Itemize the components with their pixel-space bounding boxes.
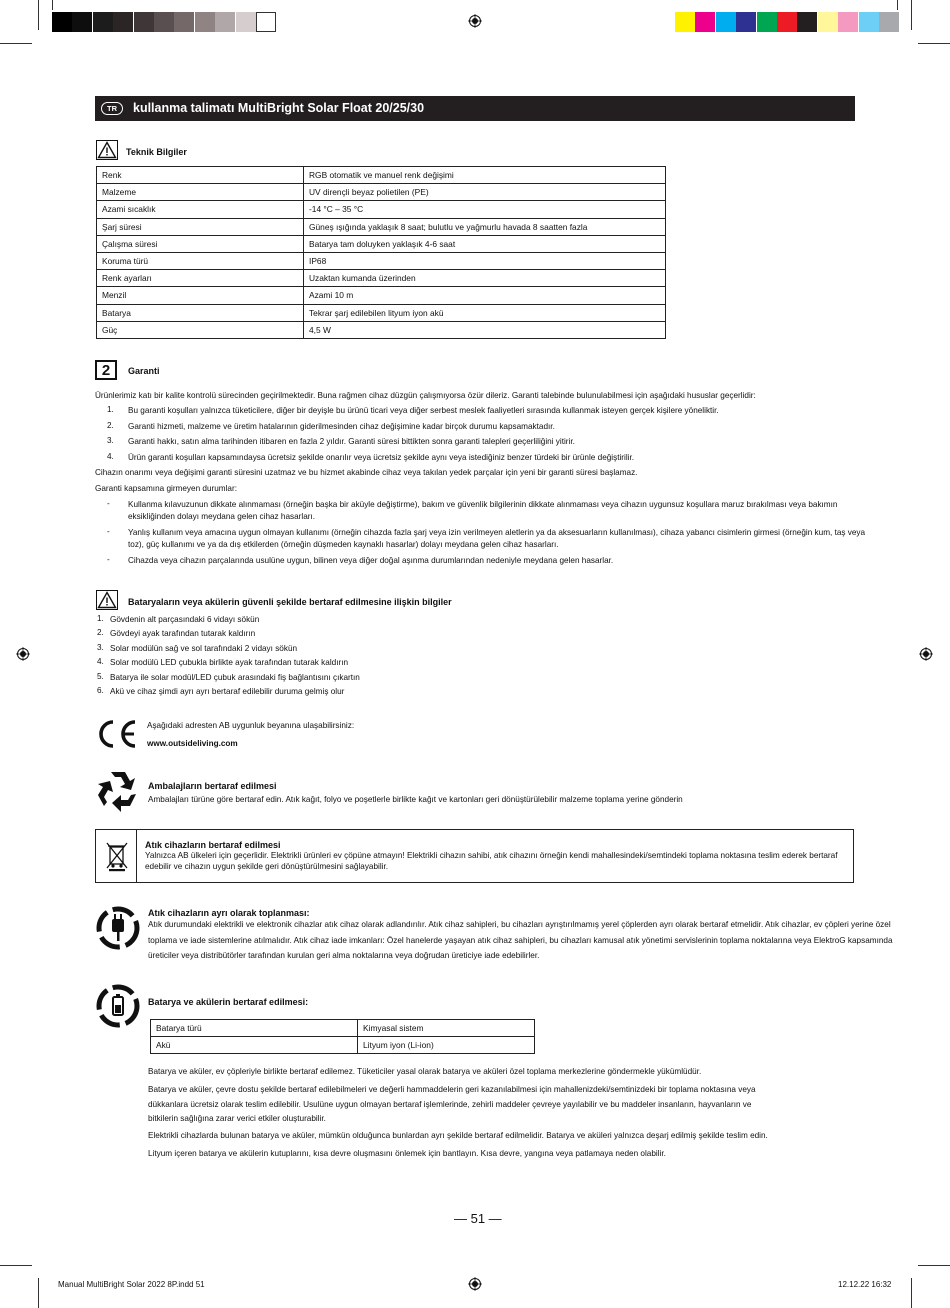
spec-label: Menzil: [97, 287, 304, 304]
recycle-icon: [95, 768, 141, 814]
page-title: kullanma talimatı MultiBright Solar Float 20/25/30: [133, 101, 425, 115]
spec-value: RGB otomatik ve manuel renk değişimi: [304, 167, 666, 184]
spec-label: Renk ayarları: [97, 270, 304, 287]
list-item: Garanti hakkı, satın alma tarihinden itibaren en fazla 2 yıldır. Garanti süresi bittikten sonra garanti talepleri geçerliliğini yitirir.: [128, 437, 575, 446]
color-swatch: [736, 12, 756, 32]
color-swatch: [695, 12, 715, 32]
ce-url-link[interactable]: www.outsideliving.com: [147, 739, 238, 748]
table-row: [97, 270, 666, 287]
list-item: eksikliğinden dolayı meydana gelen cihaz hasarları.: [128, 511, 316, 521]
list-number: 3.: [107, 436, 114, 445]
list-item: Bu garanti koşulları yalnızca tüketicilere, diğer bir deyişle bu ürünü ticari veya diğer serbest meslek faaliyetleri sırasında kullanmak isteyen gerçek kişilere yöneliktir.: [128, 406, 719, 415]
step-item: Solar modülün sağ ve sol tarafındaki 2 vidayı sökün: [110, 643, 298, 653]
section-number-badge: 2: [95, 360, 117, 380]
spec-label: Renk: [97, 167, 304, 184]
spec-label: Şarj süresi: [97, 218, 304, 235]
grey-swatch: [154, 12, 174, 32]
grey-swatch: [134, 12, 154, 32]
grey-swatch: [195, 12, 215, 32]
crossed-bin-icon: [105, 840, 129, 872]
recycle-battery-icon: [95, 983, 141, 1029]
battery-table-label: Akü: [151, 1037, 358, 1054]
grey-swatch: [113, 12, 133, 32]
text-line: üreticiler veya distribütörler tarafından kurulan geri alma noktalarına veya doğrudan üreticiye iade edebilirler.: [148, 951, 540, 960]
list-dash: -: [107, 527, 110, 536]
table-row: [97, 252, 666, 269]
spec-label: Malzeme: [97, 184, 304, 201]
step-item: Gövdenin alt parçasındaki 6 vidayı sökün: [110, 615, 260, 624]
list-number: 2.: [107, 420, 114, 430]
battery-paragraph-1: Batarya ve aküler, ev çöpleriyle birlikte bertaraf edilemez. Tüketiciler yasal olarak batarya ve aküleri özel toplama merkezlerine göndermekle yükümlüdür.: [148, 1067, 702, 1076]
spec-value: IP68: [304, 252, 666, 269]
battery-table-label: Batarya türü: [151, 1020, 358, 1037]
list-item: Ürün garanti koşulları kapsamındaysa ücretsiz şekilde onarılır veya ücretsiz şekilde aynı veya istediğiniz benzer türdeki bir ürünle değiştirilir.: [128, 452, 635, 462]
weee-note-box: [95, 829, 854, 883]
spec-label: Azami sıcaklık: [97, 201, 304, 218]
text-line: dükkanlara ücretsiz olarak teslim edilebilir. Usulüne uygun olmayan bertaraf işlemlerinde, zehirli maddeler çevreye yayılabilir ve bu maddeler insanların, hayvanların ve: [148, 1099, 752, 1109]
table-row: [97, 235, 666, 252]
battery-paragraph-4: Lityum içeren batarya ve akülerin kutuplarını, kısa devre oluşmasını önlemek için bantlayın. Kısa devre, yangına veya patlamaya neden olabilir.: [148, 1149, 666, 1158]
registration-mark-icon: [919, 647, 933, 661]
color-swatch: [675, 12, 695, 32]
step-number: 3.: [97, 642, 104, 652]
battery-disposal-title: Batarya ve akülerin bertaraf edilmesi:: [148, 997, 309, 1007]
color-swatch: [797, 12, 817, 32]
battery-table-value: Kimyasal sistem: [358, 1020, 535, 1037]
table-row: [151, 1020, 535, 1037]
technical-title: Teknik Bilgiler: [126, 147, 187, 157]
registration-mark-icon: [16, 647, 30, 661]
spec-label: Koruma türü: [97, 252, 304, 269]
spec-label: Batarya: [97, 304, 304, 321]
list-item: toz), güç kullanımı ve ya da dış etkilerden (örneğin düşmeden kaynaklı hasarlar) dolayı meydana gelen cihaz hasarları.: [128, 539, 559, 549]
text-line: Atık durumundaki elektrikli ve elektronik cihazlar atık cihaz olarak adlandırılır. Atık cihaz sahipleri, bu cihazları ayrıştırılmamış yerel çöplerden ayrı olarak bertaraf etmelidir. Atık cihazlar, ev çöpleri yerine özel: [148, 920, 891, 929]
list-item: Yanlış kullanım veya amacına uygun olmayan kullanımı (örneğin cihazda fazla şarj veya izin verilmeyen aletlerin ya da aksesuarların kullanılması), cihaza yabancı cisimlerin girmesi (örneğin kum, taş veya: [128, 528, 866, 537]
text-line: Yalnızca AB ülkeleri için geçerlidir. Elektrikli ürünleri ev çöpüne atmayın! Elektrikli cihazın sahibi, atık cihazını örneğin kendi mahallesindeki/semtindeki toplama noktasına teslim ederek bertaraf: [145, 851, 838, 860]
color-swatch: [838, 12, 858, 32]
warning-icon: [96, 140, 118, 160]
note-divider: [136, 830, 137, 882]
text-line: edebilir ve cihazın uygun şekilde geri dönüştürülmesini sağlayabilir.: [145, 861, 389, 871]
table-row: [97, 167, 666, 184]
step-item: Gövdeyi ayak tarafından tutarak kaldırın: [110, 629, 256, 639]
color-swatch: [716, 12, 736, 32]
page-number: — 51 —: [454, 1211, 502, 1226]
color-swatch: [879, 12, 899, 32]
section-header-bar: [95, 96, 855, 121]
grey-swatch: [215, 12, 235, 32]
text-line: toplama ve iade sistemlerine atılmalıdır. Atık cihaz iade imkanları: Özel hanelerde yaşayan atık cihaz sahipleri, bu cihazları kamusal atık yönetimi servislerinin toplama noktalarına veya ElektroG kapsamında: [148, 935, 893, 945]
grey-swatch: [52, 12, 72, 32]
step-item: Akü ve cihaz şimdi ayrı ayrı bertaraf edilebilir duruma gelmiş olur: [110, 687, 345, 696]
spec-value: UV dirençli beyaz polietilen (PE): [304, 184, 666, 201]
list-dash: -: [107, 555, 110, 564]
registration-mark-icon: [468, 14, 482, 28]
color-swatch: [818, 12, 838, 32]
weee-title: Atık cihazların bertaraf edilmesi: [145, 840, 281, 850]
grey-swatch: [174, 12, 194, 32]
spec-value: Batarya tam doluyken yaklaşık 4-6 saat: [304, 235, 666, 252]
battery-steps-title: Bataryaların veya akülerin güvenli şekilde bertaraf edilmesine ilişkin bilgiler: [128, 597, 452, 607]
table-row: [151, 1037, 535, 1054]
list-number: 1.: [107, 405, 114, 414]
color-swatch: [757, 12, 777, 32]
spec-value: Azami 10 m: [304, 287, 666, 304]
grey-swatch: [72, 12, 92, 32]
color-swatch: [859, 12, 879, 32]
packaging-title: Ambalajların bertaraf edilmesi: [148, 781, 277, 791]
battery-paragraph-3: Elektrikli cihazlarda bulunan batarya ve aküler, mümkün olduğunca bunlardan ayrı şekilde bertaraf edilmelidir. Batarya ve aküleri yalnızca deşarj edilmiş şekilde teslim edin.: [148, 1131, 768, 1140]
exclusions-title: Garanti kapsamına girmeyen durumlar:: [95, 484, 237, 493]
spec-value: -14 °C – 35 °C: [304, 201, 666, 218]
table-row: [97, 201, 666, 218]
text-line: bitkilerin sağlığına zarar verici etkiler oluşturabilir.: [148, 1114, 326, 1123]
registration-mark-icon: [468, 1277, 482, 1291]
footer-date: 12.12.22 16:32: [838, 1280, 892, 1289]
table-row: [97, 304, 666, 321]
spec-value: Tekrar şarj edilebilen lityum iyon akü: [304, 304, 666, 321]
technical-table: [96, 166, 666, 339]
step-number: 6.: [97, 686, 104, 695]
grey-swatch: [256, 12, 276, 32]
spec-label: Çalışma süresi: [97, 235, 304, 252]
text-line: Batarya ve aküler, çevre dostu şekilde bertaraf edilebilmeleri ve değerli hammaddelerin geri kazanılabilmesi için mahallenizdeki/semtinizdeki bir toplama noktasına veya: [148, 1085, 756, 1094]
warranty-intro: Ürünlerimiz katı bir kalite kontrolü sürecinden geçirilmektedir. Buna rağmen cihaz düzgün çalışmıyorsa özür dileriz. Garanti talebinde bulunulabilmesi için aşağıdaki hususlar geçerlidir:: [95, 391, 756, 400]
table-row: [97, 218, 666, 235]
warranty-title: Garanti: [128, 366, 160, 376]
battery-type-table: [150, 1019, 535, 1054]
color-swatch: [777, 12, 797, 32]
recycle-plug-icon: [95, 905, 141, 951]
battery-table-value: Lityum iyon (Li-ion): [358, 1037, 535, 1054]
list-item: Cihazda veya cihazın parçalarında usulüne uygun, bilinen veya diğer doğal aşınma durumlarından nedeniyle meydana gelen hasarlar.: [128, 556, 614, 565]
table-row: [97, 321, 666, 338]
spec-value: Uzaktan kumanda üzerinden: [304, 270, 666, 287]
grey-swatch: [93, 12, 113, 32]
list-dash: -: [107, 499, 110, 508]
collection-title: Atık cihazların ayrı olarak toplanması:: [148, 908, 310, 918]
grey-swatch: [236, 12, 256, 32]
list-item: Garanti hizmeti, malzeme ve üretim hatalarının giderilmesinden cihaz değişimine kadar birçok durumu kapsamaktadır.: [128, 421, 555, 431]
step-item: Batarya ile solar modül/LED çubuk arasındaki fiş bağlantısını çıkartın: [110, 672, 360, 682]
language-badge: TR: [101, 102, 123, 115]
warning-icon: [96, 590, 118, 610]
spec-value: 4,5 W: [304, 321, 666, 338]
step-number: 1.: [97, 614, 104, 623]
footer-file-name: Manual MultiBright Solar 2022 8P.indd 51: [58, 1280, 205, 1289]
ce-text: Aşağıdaki adresten AB uygunluk beyanına ulaşabilirsiniz:: [147, 721, 355, 730]
spec-label: Güç: [97, 321, 304, 338]
step-number: 4.: [97, 657, 104, 667]
step-number: 2.: [97, 628, 104, 638]
list-number: 4.: [107, 451, 114, 461]
list-item: Kullanma kılavuzunun dikkate alınmaması (örneğin başka bir aküyle değiştirme), bakım ve güvenlik bilgilerinin dikkate alınmaması veya cihazın uygunsuz koşullara maruz bırakılması veya bakımın: [128, 500, 838, 509]
spec-value: Güneş ışığında yaklaşık 8 saat; bulutlu ve yağmurlu havada 8 saatten fazla: [304, 218, 666, 235]
step-number: 5.: [97, 671, 104, 681]
step-item: Solar modülü LED çubukla birlikte ayak tarafından tutarak kaldırın: [110, 658, 349, 668]
table-row: [97, 287, 666, 304]
repair-note: Cihazın onarımı veya değişimi garanti süresini uzatmaz ve bu hizmet akabinde cihaz veya takılan yedek parçalar için yeni bir garanti süresi başlamaz.: [95, 468, 638, 477]
ce-mark-icon: [95, 718, 139, 750]
table-row: [97, 184, 666, 201]
packaging-text: Ambalajları türüne göre bertaraf edin. Atık kağıt, folyo ve poşetlerle birlikte kağıt ve kartonları geri dönüştürülebilir malzeme toplama yerine gönderin: [148, 795, 683, 804]
